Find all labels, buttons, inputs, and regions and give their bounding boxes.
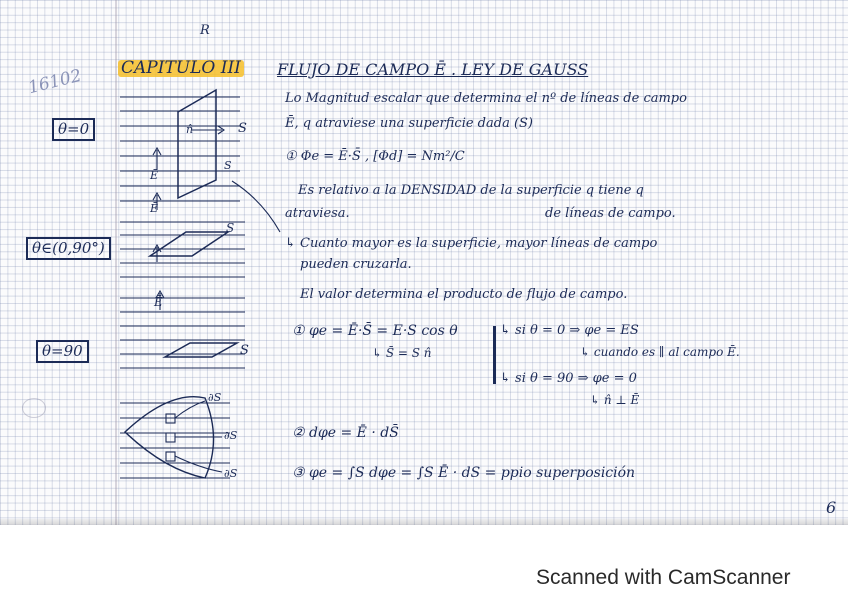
label-e3: Ē (154, 295, 163, 309)
text-line-1: Lo Magnitud escalar que determina el nº de líneas de campo (285, 91, 687, 106)
label-e2: Ē (150, 202, 159, 215)
text-line-4: atraviesa. (285, 206, 350, 221)
corner-note: 16102 (26, 65, 84, 99)
theta-zero-box: θ=0 (52, 118, 95, 141)
formula-3: ② dφe = Ē · dS̄ (292, 425, 399, 441)
label-s-top: S (238, 121, 247, 136)
case-1: ↳ si θ = 0 ⇒ φe = ES (500, 323, 639, 338)
theta-ninety-box: θ=90 (36, 340, 89, 363)
chapter-title: CAPITULO III (118, 60, 244, 77)
case-2: ↳ si θ = 90 ⇒ φe = 0 (500, 371, 637, 386)
text-line-7: pueden cruzarla. (300, 257, 412, 272)
top-mark: R (200, 23, 210, 38)
formula-4: ③ φe = ∫S dφe = ∫S Ē · dS = ppio superposición (292, 465, 636, 481)
formula-2: ① φe = Ē·S̄ = E·S cos θ (292, 323, 458, 339)
label-e1: Ē (150, 169, 159, 182)
case-1-note: ↳ cuando es ∥ al campo Ē. (580, 345, 740, 359)
label-n-hat: n̂ (186, 123, 194, 136)
faint-stamp (22, 398, 46, 418)
formula-2b: ↳ S̄ = S n̂ (372, 346, 432, 360)
text-line-2: Ē, q atraviese una superficie dada (S) (285, 116, 534, 131)
label-s-low: S (240, 343, 249, 358)
case-bracket (493, 326, 496, 384)
text-line-8: El valor determina el producto de flujo de campo. (300, 287, 628, 302)
label-ds2: ∂S (224, 429, 238, 442)
topic-title: FLUJO DE CAMPO Ē . LEY DE GAUSS (277, 60, 589, 79)
camscanner-watermark: Scanned with CamScanner (536, 566, 791, 589)
label-ds3: ∂S (224, 467, 238, 480)
text-line-6: ↳ Cuanto mayor es la superficie, mayor líneas de campo (285, 236, 658, 251)
case-2-note: ↳ n̂ ⊥ Ē (590, 393, 640, 407)
page-number: 6 (826, 498, 837, 517)
formula-1: ① Φe = Ē·S̄ , [Φd] = Nm²/C (285, 149, 465, 164)
theta-range-box: θ∈(0,90°) (26, 237, 111, 260)
label-ds1: ∂S (208, 391, 222, 404)
label-s-top-b: S (224, 159, 232, 172)
text-line-3: Es relativo a la DENSIDAD de la superficie q tiene q (298, 183, 644, 198)
label-s-mid: S (226, 221, 235, 235)
text-line-5: de líneas de campo. (545, 206, 676, 221)
